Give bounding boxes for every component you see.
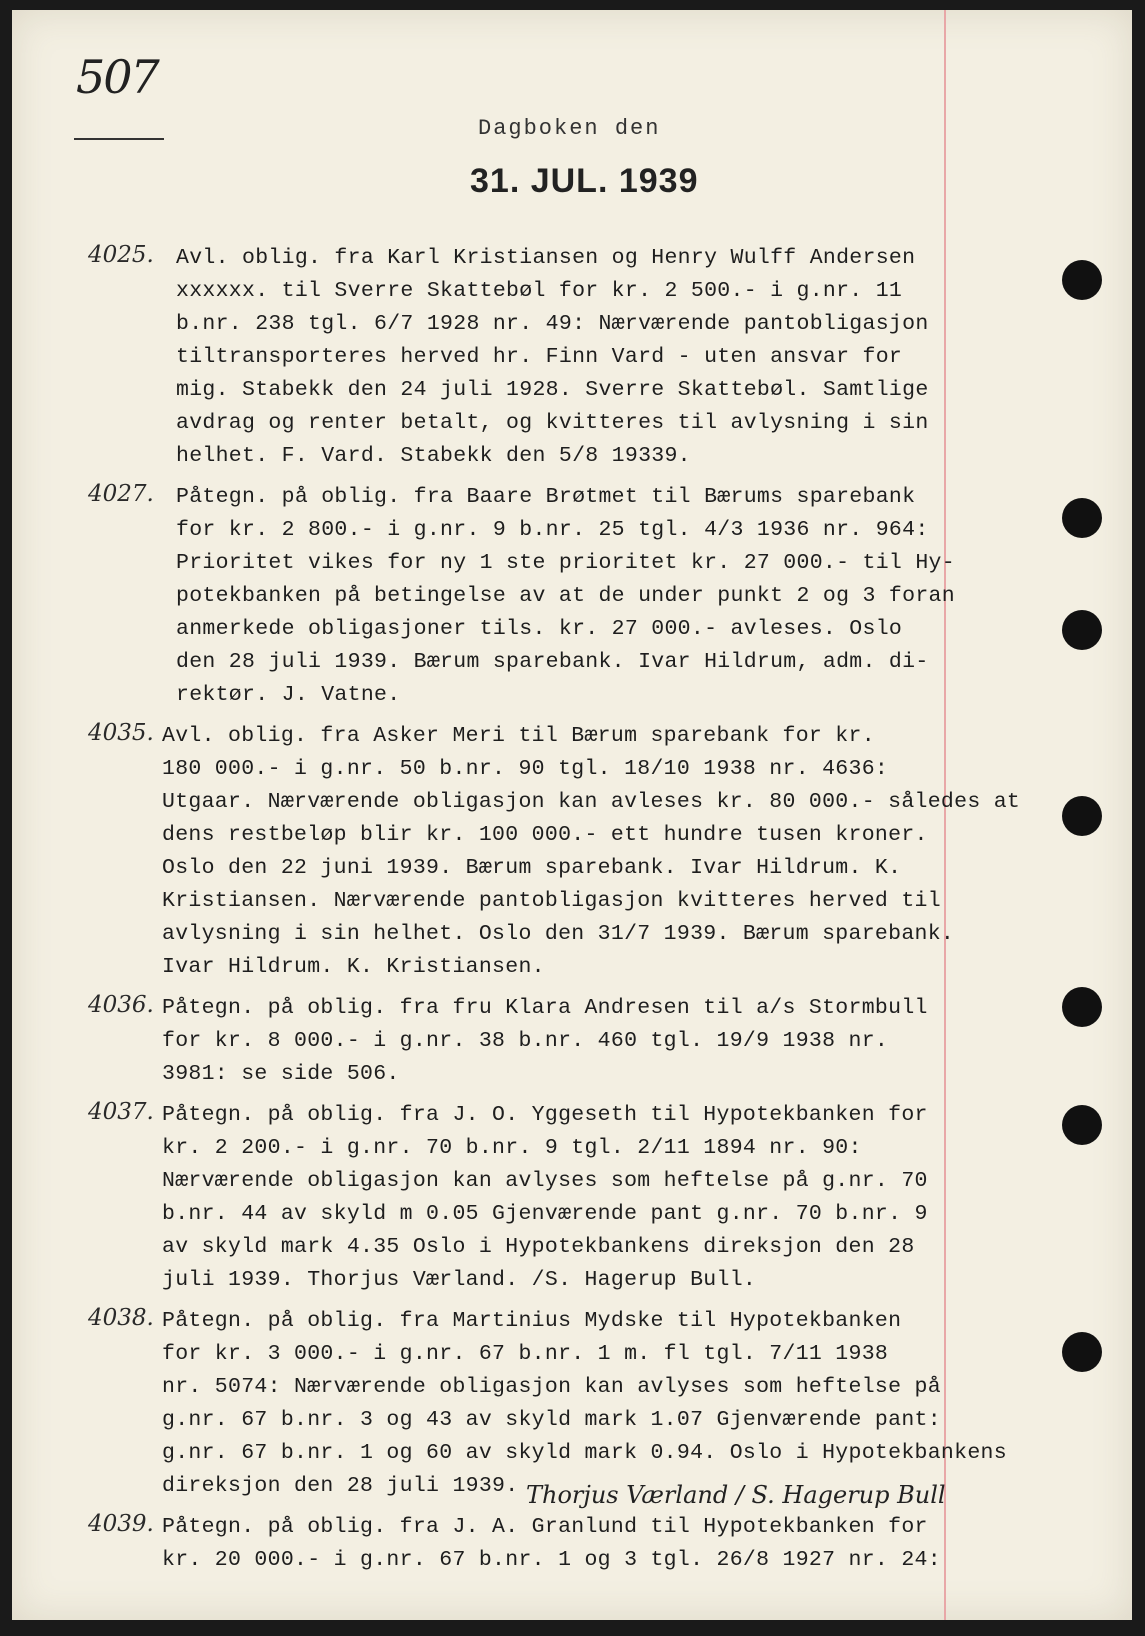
entry-line: Oslo den 22 juni 1939. Bærum sparebank. Ivar Hildrum. K. bbox=[162, 856, 902, 880]
entry-line: 180 000.- i g.nr. 50 b.nr. 90 tgl. 18/10 1938 nr. 4636: bbox=[162, 757, 889, 781]
entry-number: 4027. bbox=[88, 481, 154, 507]
entry-list bbox=[12, 242, 1132, 1585]
entry-line: mig. Stabekk den 24 juli 1928. Sverre Skattebøl. Samtlige bbox=[176, 378, 929, 402]
entry-line: potekbanken på betingelse av at de under punkt 2 og 3 foran bbox=[176, 584, 955, 608]
entry-line: avdrag og renter betalt, og kvitteres til avlysning i sin bbox=[176, 411, 929, 435]
entry-line: Avl. oblig. fra Karl Kristiansen og Henry Wulff Andersen bbox=[176, 246, 916, 270]
entry-line: for kr. 2 800.- i g.nr. 9 b.nr. 25 tgl. 4/3 1936 nr. 964: bbox=[176, 518, 929, 542]
entry-number: 4039. bbox=[88, 1511, 154, 1537]
entry-line: anmerkede obligasjoner tils. kr. 27 000.- avleses. Oslo bbox=[176, 617, 903, 641]
entry-line: g.nr. 67 b.nr. 3 og 43 av skyld mark 1.07 Gjenværende pant: bbox=[162, 1408, 941, 1432]
entry-line: juli 1939. Thorjus Værland. /S. Hagerup Bull. bbox=[162, 1268, 757, 1292]
entry-line: tiltransporteres herved hr. Finn Vard - uten ansvar for bbox=[176, 345, 903, 369]
entry-line: Ivar Hildrum. K. Kristiansen. bbox=[162, 955, 545, 979]
entry-line: helhet. F. Vard. Stabekk den 5/8 19339. bbox=[176, 444, 691, 468]
entry-line: for kr. 3 000.- i g.nr. 67 b.nr. 1 m. fl tgl. 7/11 1938 bbox=[162, 1342, 889, 1366]
journal-entry bbox=[12, 481, 1132, 712]
entry-number: 4025. bbox=[88, 242, 154, 268]
entry-line: rektør. J. Vatne. bbox=[176, 683, 401, 707]
entry-line: kr. 2 200.- i g.nr. 70 b.nr. 9 tgl. 2/11 1894 nr. 90: bbox=[162, 1136, 862, 1160]
header-label: Dagboken den bbox=[478, 116, 661, 141]
page-number-underline bbox=[74, 138, 164, 140]
entry-line: g.nr. 67 b.nr. 1 og 60 av skyld mark 0.94. Oslo i Hypotekbankens bbox=[162, 1441, 1007, 1465]
entry-line: Påtegn. på oblig. fra J. A. Granlund til Hypotekbanken for bbox=[162, 1515, 928, 1539]
entry-line: nr. 5074: Nærværende obligasjon kan avlyses som heftelse på bbox=[162, 1375, 941, 1399]
entry-line: Nærværende obligasjon kan avlyses som heftelse på g.nr. 70 bbox=[162, 1169, 928, 1193]
entry-line: Avl. oblig. fra Asker Meri til Bærum sparebank for kr. bbox=[162, 724, 875, 748]
entry-line: Utgaar. Nærværende obligasjon kan avleses kr. 80 000.- således at bbox=[162, 790, 1021, 814]
entry-line: kr. 20 000.- i g.nr. 67 b.nr. 1 og 3 tgl. 26/8 1927 nr. 24: bbox=[162, 1548, 941, 1572]
ledger-page bbox=[12, 10, 1132, 1620]
journal-entry bbox=[12, 242, 1132, 473]
entry-line: xxxxxx. til Sverre Skattebøl for kr. 2 500.- i g.nr. 11 bbox=[176, 279, 903, 303]
journal-entry bbox=[12, 1305, 1132, 1509]
page-number: 507 bbox=[76, 50, 158, 104]
entry-line: dens restbeløp blir kr. 100 000.- ett hundre tusen kroner. bbox=[162, 823, 928, 847]
journal-entry bbox=[12, 1511, 1132, 1577]
entry-line: b.nr. 44 av skyld m 0.05 Gjenværende pant g.nr. 70 b.nr. 9 bbox=[162, 1202, 928, 1226]
entry-line: av skyld mark 4.35 Oslo i Hypotekbankens direksjon den 28 bbox=[162, 1235, 915, 1259]
journal-entry bbox=[12, 992, 1132, 1091]
entry-number: 4037. bbox=[88, 1099, 154, 1125]
entry-line: Prioritet vikes for ny 1 ste prioritet kr. 27 000.- til Hy- bbox=[176, 551, 955, 575]
header-date-stamp: 31. JUL. 1939 bbox=[470, 162, 699, 200]
entry-line: 3981: se side 506. bbox=[162, 1062, 400, 1086]
journal-entry bbox=[12, 720, 1132, 984]
entry-number: 4035. bbox=[88, 720, 154, 746]
entry-line: b.nr. 238 tgl. 6/7 1928 nr. 49: Nærværende pantobligasjon bbox=[176, 312, 929, 336]
entry-line: Påtegn. på oblig. fra Baare Brøtmet til Bærums sparebank bbox=[176, 485, 916, 509]
entry-line: direksjon den 28 juli 1939. bbox=[162, 1474, 519, 1498]
entry-line: Påtegn. på oblig. fra Martinius Mydske til Hypotekbanken bbox=[162, 1309, 902, 1333]
handwritten-signature: Thorjus Værland / S. Hagerup Bull bbox=[526, 1481, 946, 1509]
entry-line: Kristiansen. Nærværende pantobligasjon kvitteres herved til bbox=[162, 889, 941, 913]
entry-line: for kr. 8 000.- i g.nr. 38 b.nr. 460 tgl. 19/9 1938 nr. bbox=[162, 1029, 889, 1053]
entry-line: avlysning i sin helhet. Oslo den 31/7 1939. Bærum sparebank. bbox=[162, 922, 955, 946]
entry-number: 4036. bbox=[88, 992, 154, 1018]
entry-number: 4038. bbox=[88, 1305, 154, 1331]
entry-line: den 28 juli 1939. Bærum sparebank. Ivar Hildrum, adm. di- bbox=[176, 650, 929, 674]
journal-entry bbox=[12, 1099, 1132, 1297]
entry-line: Påtegn. på oblig. fra fru Klara Andresen til a/s Stormbull bbox=[162, 996, 928, 1020]
entry-line: Påtegn. på oblig. fra J. O. Yggeseth til Hypotekbanken for bbox=[162, 1103, 928, 1127]
